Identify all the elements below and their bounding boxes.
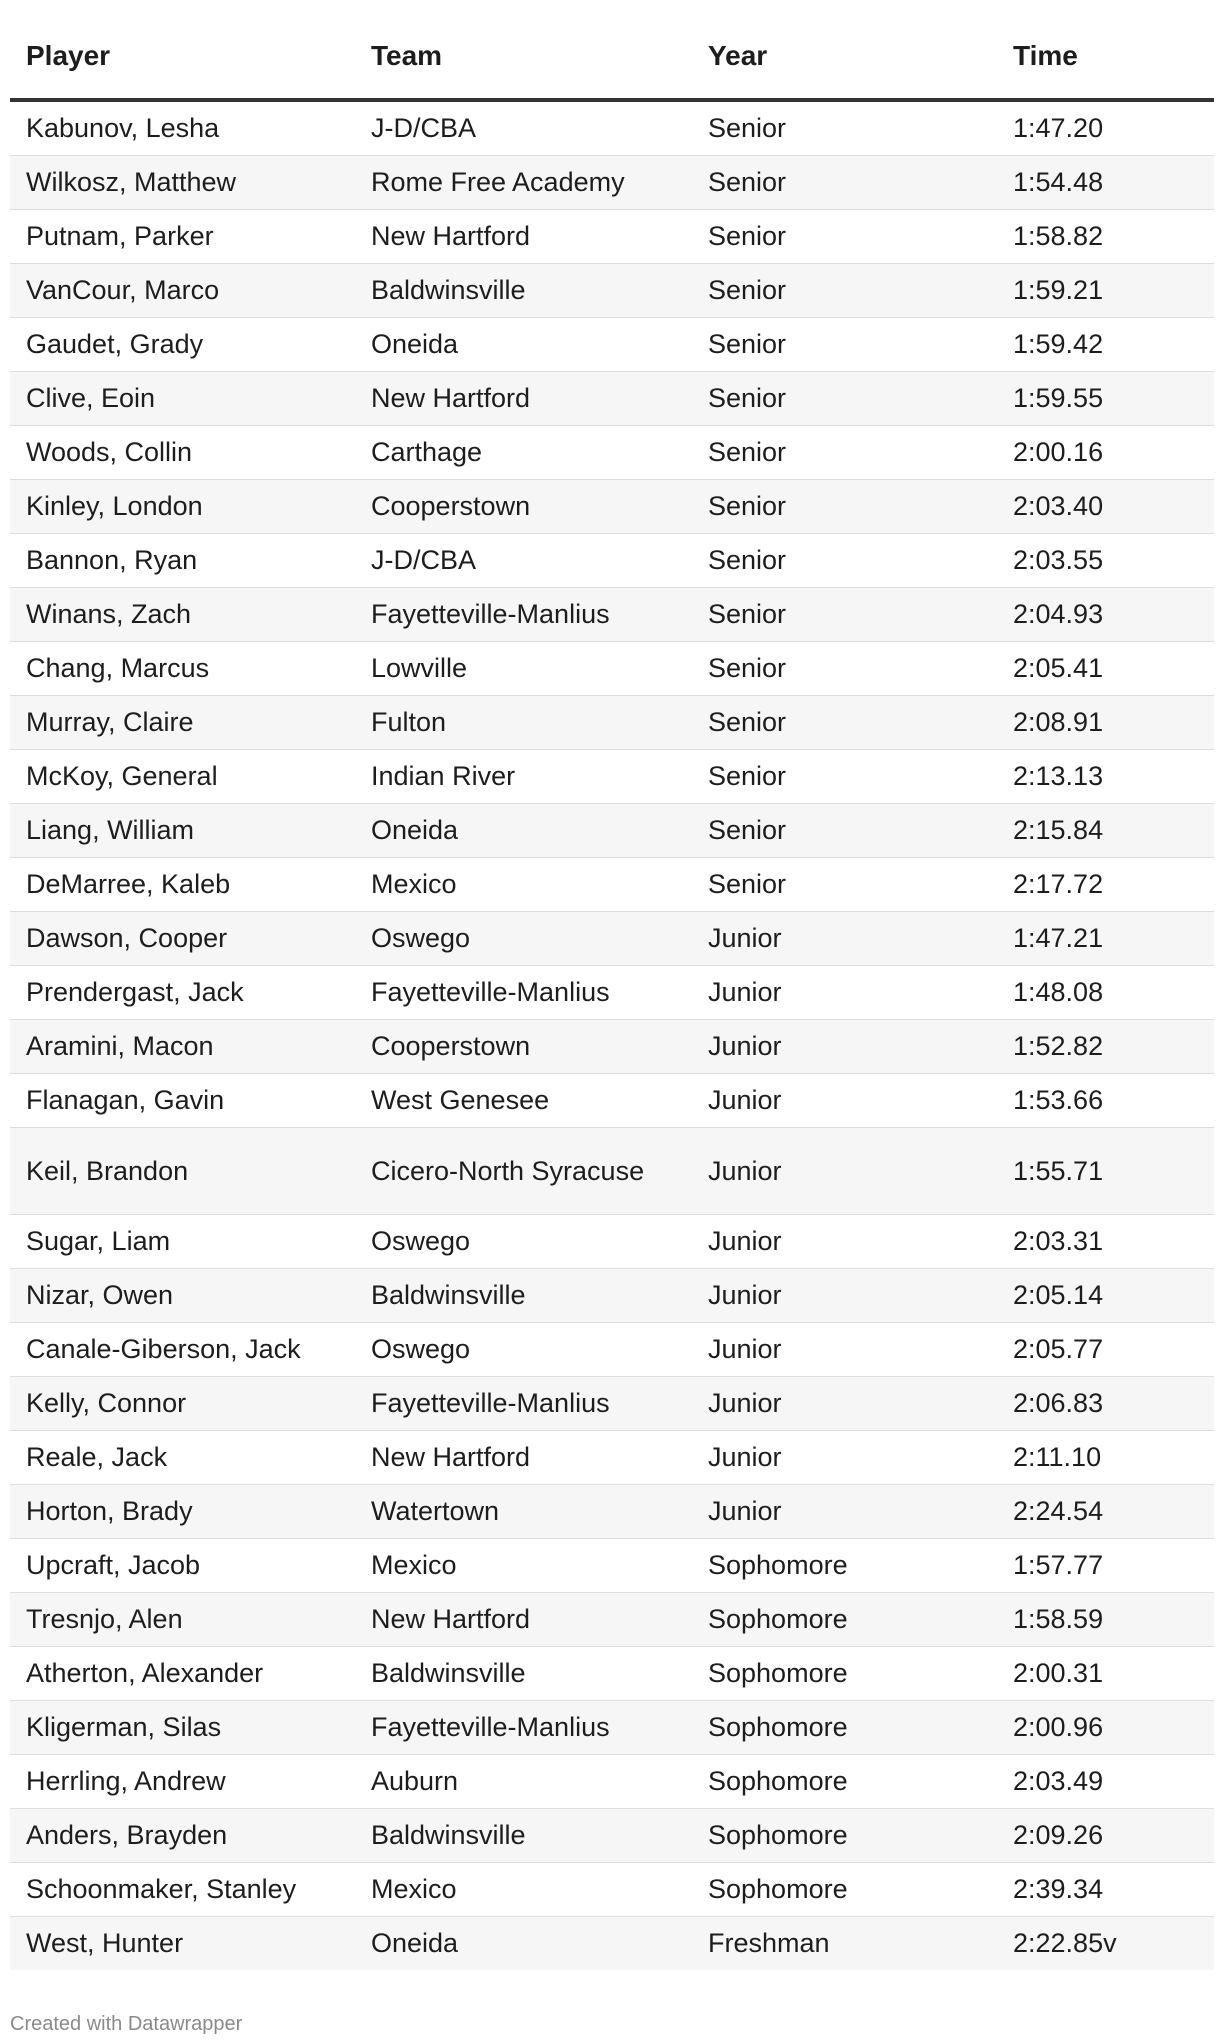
year-cell: Senior: [692, 318, 997, 372]
team-cell: J-D/CBA: [355, 534, 692, 588]
team-cell: Oswego: [355, 1323, 692, 1377]
table-row: [10, 912, 1214, 966]
year-cell: Junior: [692, 1377, 997, 1431]
table-row: [10, 1917, 1214, 1971]
player-cell: VanCour, Marco: [10, 264, 355, 318]
player-cell: Kabunov, Lesha: [10, 100, 355, 156]
time-cell: 1:52.82: [997, 1020, 1214, 1074]
time-cell: 1:58.59: [997, 1593, 1214, 1647]
table-row: [10, 1323, 1214, 1377]
team-cell: Lowville: [355, 642, 692, 696]
player-cell: Nizar, Owen: [10, 1269, 355, 1323]
year-cell: Sophomore: [692, 1863, 997, 1917]
results-table-container: [10, 40, 1214, 1970]
year-cell: Senior: [692, 696, 997, 750]
column-header-year: Year: [692, 40, 997, 100]
time-cell: 2:15.84: [997, 804, 1214, 858]
time-cell: 2:22.85v: [997, 1917, 1214, 1971]
time-cell: 1:53.66: [997, 1074, 1214, 1128]
time-cell: 1:55.71: [997, 1128, 1214, 1215]
table-row: [10, 1701, 1214, 1755]
table-row: [10, 156, 1214, 210]
time-cell: 1:48.08: [997, 966, 1214, 1020]
table-row: [10, 1020, 1214, 1074]
table-row: [10, 372, 1214, 426]
player-cell: Kelly, Connor: [10, 1377, 355, 1431]
year-cell: Junior: [692, 1074, 997, 1128]
time-cell: 1:57.77: [997, 1539, 1214, 1593]
player-cell: McKoy, General: [10, 750, 355, 804]
team-cell: Baldwinsville: [355, 1269, 692, 1323]
table-row: [10, 1377, 1214, 1431]
table-row: [10, 100, 1214, 156]
team-cell: New Hartford: [355, 372, 692, 426]
time-cell: 2:03.49: [997, 1755, 1214, 1809]
team-cell: Fayetteville-Manlius: [355, 966, 692, 1020]
time-cell: 1:59.42: [997, 318, 1214, 372]
player-cell: Anders, Brayden: [10, 1809, 355, 1863]
time-cell: 1:58.82: [997, 210, 1214, 264]
year-cell: Junior: [692, 912, 997, 966]
time-cell: 2:00.31: [997, 1647, 1214, 1701]
time-cell: 2:05.77: [997, 1323, 1214, 1377]
player-cell: Keil, Brandon: [10, 1128, 355, 1215]
year-cell: Senior: [692, 534, 997, 588]
team-cell: New Hartford: [355, 210, 692, 264]
table-row: [10, 1128, 1214, 1215]
team-cell: Fayetteville-Manlius: [355, 1701, 692, 1755]
table-row: [10, 1755, 1214, 1809]
player-cell: Kinley, London: [10, 480, 355, 534]
year-cell: Junior: [692, 1485, 997, 1539]
player-cell: Prendergast, Jack: [10, 966, 355, 1020]
time-cell: 1:59.21: [997, 264, 1214, 318]
team-cell: Mexico: [355, 1863, 692, 1917]
player-cell: Liang, William: [10, 804, 355, 858]
year-cell: Senior: [692, 588, 997, 642]
time-cell: 2:03.55: [997, 534, 1214, 588]
player-cell: Murray, Claire: [10, 696, 355, 750]
team-cell: Cooperstown: [355, 1020, 692, 1074]
player-cell: Bannon, Ryan: [10, 534, 355, 588]
results-table: [10, 40, 1214, 1970]
team-cell: Fayetteville-Manlius: [355, 1377, 692, 1431]
year-cell: Senior: [692, 750, 997, 804]
time-cell: 2:00.16: [997, 426, 1214, 480]
table-row: [10, 750, 1214, 804]
year-cell: Senior: [692, 156, 997, 210]
player-cell: Clive, Eoin: [10, 372, 355, 426]
team-cell: New Hartford: [355, 1593, 692, 1647]
team-cell: Cooperstown: [355, 480, 692, 534]
table-row: [10, 534, 1214, 588]
table-row: [10, 696, 1214, 750]
time-cell: 2:11.10: [997, 1431, 1214, 1485]
year-cell: Senior: [692, 426, 997, 480]
table-row: [10, 1863, 1214, 1917]
column-header-team: Team: [355, 40, 692, 100]
team-cell: New Hartford: [355, 1431, 692, 1485]
time-cell: 2:03.31: [997, 1215, 1214, 1269]
table-row: [10, 210, 1214, 264]
time-cell: 1:54.48: [997, 156, 1214, 210]
team-cell: Oswego: [355, 1215, 692, 1269]
table-row: [10, 804, 1214, 858]
table-row: [10, 1074, 1214, 1128]
team-cell: Mexico: [355, 858, 692, 912]
team-cell: Baldwinsville: [355, 264, 692, 318]
table-row: [10, 426, 1214, 480]
team-cell: Cicero-North Syracuse: [355, 1128, 692, 1215]
player-cell: Herrling, Andrew: [10, 1755, 355, 1809]
time-cell: 2:17.72: [997, 858, 1214, 912]
table-row: [10, 1647, 1214, 1701]
player-cell: West, Hunter: [10, 1917, 355, 1971]
player-cell: DeMarree, Kaleb: [10, 858, 355, 912]
team-cell: Watertown: [355, 1485, 692, 1539]
player-cell: Putnam, Parker: [10, 210, 355, 264]
table-row: [10, 264, 1214, 318]
team-cell: Auburn: [355, 1755, 692, 1809]
column-header-time: Time: [997, 40, 1214, 100]
column-header-player: Player: [10, 40, 355, 100]
time-cell: 2:13.13: [997, 750, 1214, 804]
time-cell: 2:03.40: [997, 480, 1214, 534]
year-cell: Senior: [692, 642, 997, 696]
year-cell: Junior: [692, 1020, 997, 1074]
time-cell: 2:00.96: [997, 1701, 1214, 1755]
player-cell: Schoonmaker, Stanley: [10, 1863, 355, 1917]
time-cell: 2:39.34: [997, 1863, 1214, 1917]
team-cell: Oneida: [355, 1917, 692, 1971]
year-cell: Sophomore: [692, 1647, 997, 1701]
player-cell: Aramini, Macon: [10, 1020, 355, 1074]
team-cell: Mexico: [355, 1539, 692, 1593]
team-cell: Carthage: [355, 426, 692, 480]
table-row: [10, 1539, 1214, 1593]
year-cell: Junior: [692, 1128, 997, 1215]
player-cell: Gaudet, Grady: [10, 318, 355, 372]
year-cell: Junior: [692, 1269, 997, 1323]
player-cell: Sugar, Liam: [10, 1215, 355, 1269]
table-row: [10, 1485, 1214, 1539]
time-cell: 1:59.55: [997, 372, 1214, 426]
table-header-row: [10, 40, 1214, 100]
team-cell: Fayetteville-Manlius: [355, 588, 692, 642]
player-cell: Woods, Collin: [10, 426, 355, 480]
year-cell: Junior: [692, 1323, 997, 1377]
team-cell: Oswego: [355, 912, 692, 966]
table-row: [10, 588, 1214, 642]
player-cell: Flanagan, Gavin: [10, 1074, 355, 1128]
table-row: [10, 1431, 1214, 1485]
time-cell: 2:05.14: [997, 1269, 1214, 1323]
team-cell: Baldwinsville: [355, 1647, 692, 1701]
player-cell: Wilkosz, Matthew: [10, 156, 355, 210]
year-cell: Senior: [692, 264, 997, 318]
year-cell: Sophomore: [692, 1701, 997, 1755]
player-cell: Horton, Brady: [10, 1485, 355, 1539]
table-row: [10, 1593, 1214, 1647]
player-cell: Upcraft, Jacob: [10, 1539, 355, 1593]
time-cell: 2:08.91: [997, 696, 1214, 750]
team-cell: Indian River: [355, 750, 692, 804]
year-cell: Freshman: [692, 1917, 997, 1971]
time-cell: 2:24.54: [997, 1485, 1214, 1539]
player-cell: Tresnjo, Alen: [10, 1593, 355, 1647]
player-cell: Reale, Jack: [10, 1431, 355, 1485]
time-cell: 1:47.21: [997, 912, 1214, 966]
table-body: [10, 100, 1214, 1970]
player-cell: Kligerman, Silas: [10, 1701, 355, 1755]
year-cell: Sophomore: [692, 1593, 997, 1647]
player-cell: Canale-Giberson, Jack: [10, 1323, 355, 1377]
team-cell: Rome Free Academy: [355, 156, 692, 210]
table-row: [10, 858, 1214, 912]
year-cell: Sophomore: [692, 1809, 997, 1863]
time-cell: 2:04.93: [997, 588, 1214, 642]
table-row: [10, 1809, 1214, 1863]
player-cell: Winans, Zach: [10, 588, 355, 642]
year-cell: Senior: [692, 372, 997, 426]
team-cell: Oneida: [355, 804, 692, 858]
table-row: [10, 642, 1214, 696]
datawrapper-credit: Created with Datawrapper: [10, 2013, 243, 2035]
table-row: [10, 318, 1214, 372]
time-cell: 2:06.83: [997, 1377, 1214, 1431]
year-cell: Senior: [692, 804, 997, 858]
year-cell: Sophomore: [692, 1755, 997, 1809]
table-row: [10, 480, 1214, 534]
player-cell: Dawson, Cooper: [10, 912, 355, 966]
year-cell: Sophomore: [692, 1539, 997, 1593]
time-cell: 1:47.20: [997, 100, 1214, 156]
team-cell: Baldwinsville: [355, 1809, 692, 1863]
year-cell: Junior: [692, 1431, 997, 1485]
table-row: [10, 966, 1214, 1020]
time-cell: 2:09.26: [997, 1809, 1214, 1863]
year-cell: Junior: [692, 1215, 997, 1269]
player-cell: Atherton, Alexander: [10, 1647, 355, 1701]
team-cell: Oneida: [355, 318, 692, 372]
team-cell: J-D/CBA: [355, 100, 692, 156]
team-cell: Fulton: [355, 696, 692, 750]
table-row: [10, 1215, 1214, 1269]
year-cell: Senior: [692, 858, 997, 912]
team-cell: West Genesee: [355, 1074, 692, 1128]
year-cell: Junior: [692, 966, 997, 1020]
table-row: [10, 1269, 1214, 1323]
player-cell: Chang, Marcus: [10, 642, 355, 696]
year-cell: Senior: [692, 210, 997, 264]
time-cell: 2:05.41: [997, 642, 1214, 696]
year-cell: Senior: [692, 480, 997, 534]
year-cell: Senior: [692, 100, 997, 156]
